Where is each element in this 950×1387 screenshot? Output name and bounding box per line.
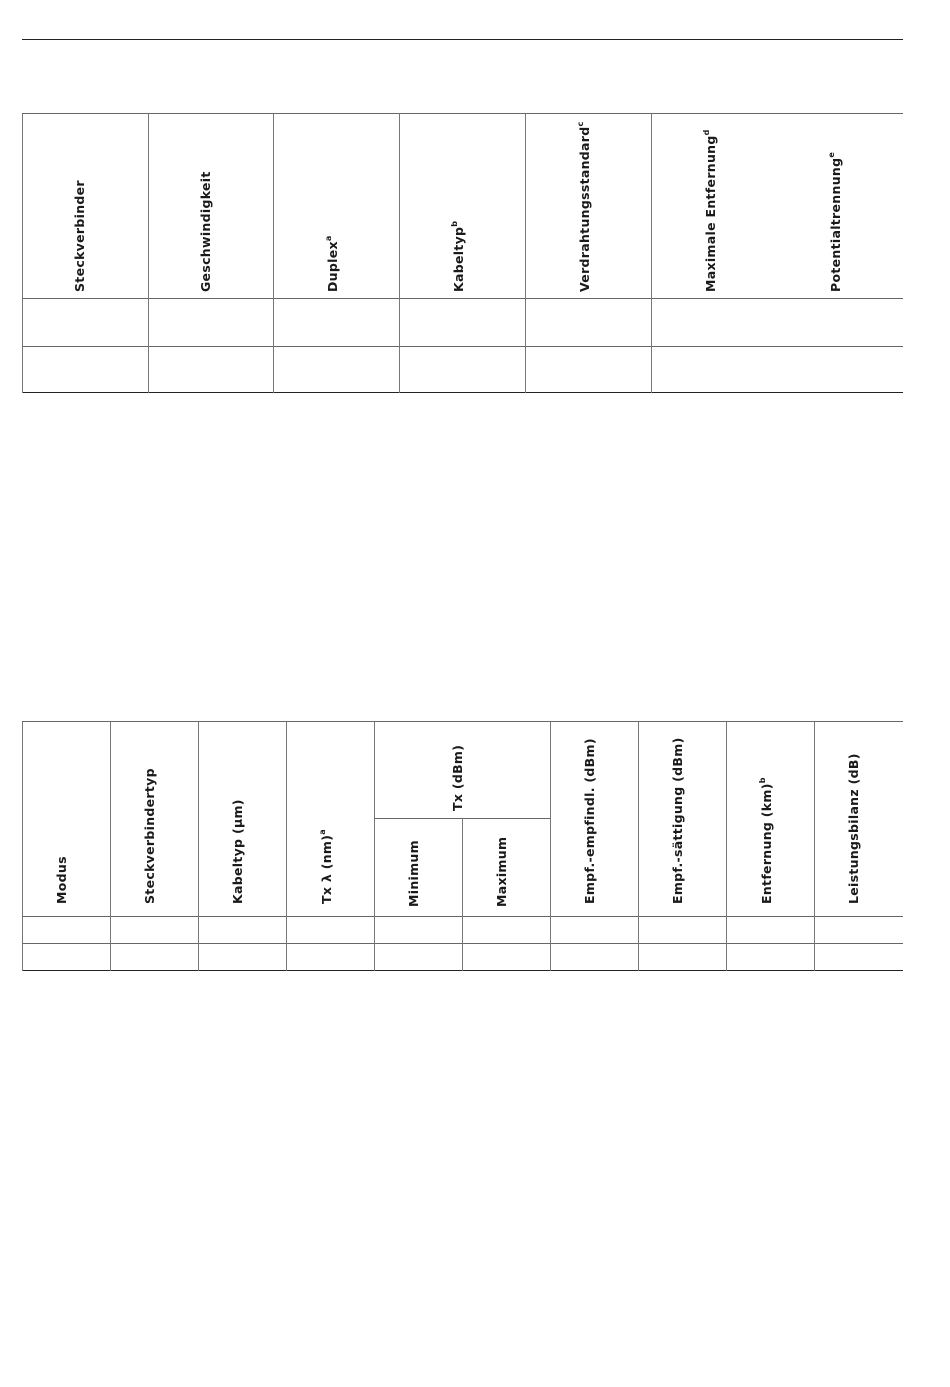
header-minimum: Minimum	[406, 840, 421, 907]
header-maximale-entfernung: Maximale Entfernung$^d$	[702, 129, 718, 292]
table1-bottom-border	[22, 392, 903, 393]
table2-col-divider	[110, 721, 111, 971]
table1-col-divider	[148, 113, 149, 393]
header-modus: Modus	[54, 856, 69, 904]
table2-left-border	[22, 721, 23, 971]
table2-top-border	[22, 721, 903, 722]
table1-header-divider	[22, 298, 903, 299]
table1-col-divider	[399, 113, 400, 393]
table1-row-divider	[22, 346, 903, 347]
header-leistungsbilanz: Leistungsbilanz (dB)	[846, 753, 861, 904]
header-empf-empfindl: Empf.-empfindl. (dBm)	[582, 738, 597, 904]
header-potentialtrennung: Potentialtrennung$^e$	[827, 151, 843, 292]
header-steckverbinder: Steckverbinder	[72, 180, 87, 292]
table2-col-divider	[462, 818, 463, 971]
table-optical-specs	[22, 721, 903, 971]
header-duplex: Duplex$^a$	[324, 235, 340, 292]
header-steckverbindertyp: Steckverbindertyp	[142, 768, 157, 904]
header-geschwindigkeit: Geschwindigkeit	[198, 171, 213, 292]
table2-col-divider	[814, 721, 815, 971]
table2-col-divider	[550, 721, 551, 971]
header-entfernung: Entfernung (km)$^b$	[758, 777, 774, 904]
table2-col-divider	[286, 721, 287, 971]
table1-col-divider	[273, 113, 274, 393]
table2-col-divider	[198, 721, 199, 971]
table1-top-border	[22, 113, 903, 114]
table-connector-specs	[22, 113, 903, 393]
header-verdrahtungsstandard: Verdrahtungsstandard$^c$	[576, 121, 592, 292]
table1-left-border	[22, 113, 23, 393]
table2-col-divider	[638, 721, 639, 971]
table2-col-divider	[726, 721, 727, 971]
header-kabeltyp-um: Kabeltyp (µm)	[230, 799, 245, 904]
header-empf-saettigung: Empf.-sättigung (dBm)	[670, 737, 685, 904]
header-kabeltyp: Kabeltyp$^b$	[450, 220, 466, 292]
table2-col-divider	[374, 721, 375, 971]
table1-col-divider	[525, 113, 526, 393]
header-tx-dbm: Tx (dBm)	[450, 744, 465, 811]
header-tx-lambda: Tx λ (nm)$^a$	[318, 829, 334, 904]
top-rule	[22, 39, 903, 40]
header-maximum: Maximum	[494, 836, 509, 907]
table1-col-divider	[651, 113, 652, 393]
